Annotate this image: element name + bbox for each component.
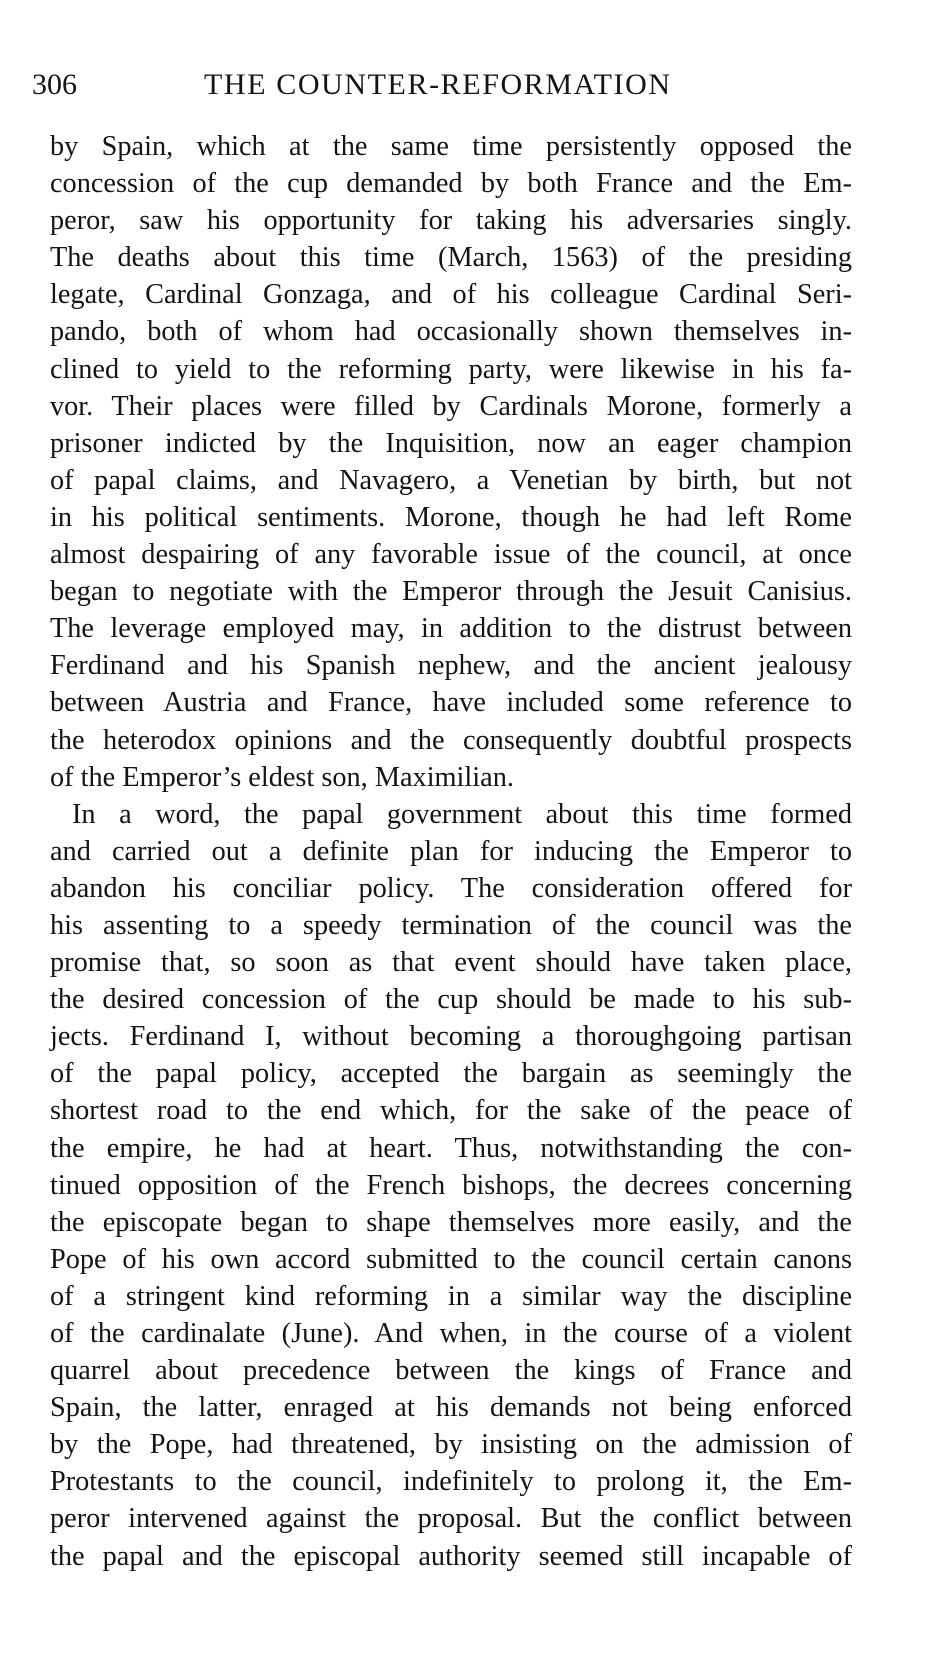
text-line: tinued opposition of the French bishops, the decrees concerning bbox=[50, 1169, 852, 1201]
text-line: the papal and the episcopal authority seemed still incapable of bbox=[50, 1540, 852, 1572]
text-line: Pope of his own accord submitted to the council certain canons bbox=[50, 1243, 852, 1275]
text-line: In a word, the papal government about this time formed bbox=[72, 798, 852, 830]
text-line: concession of the cup demanded by both France and the Em- bbox=[50, 168, 852, 200]
text-line: the empire, he had at heart. Thus, notwithstanding the con- bbox=[50, 1132, 852, 1164]
text-line: jects. Ferdinand I, without becoming a thoroughgoing partisan bbox=[50, 1021, 852, 1053]
text-line: The leverage employed may, in addition to the distrust between bbox=[50, 613, 852, 645]
text-line: shortest road to the end which, for the sake of the peace of bbox=[50, 1095, 852, 1127]
paragraph-2 bbox=[50, 796, 852, 1575]
text-line: of the papal policy, accepted the bargain as seemingly the bbox=[50, 1058, 852, 1090]
text-line: almost despairing of any favorable issue of the council, at once bbox=[50, 539, 852, 571]
body-text bbox=[50, 128, 852, 1575]
text-line: legate, Cardinal Gonzaga, and of his colleague Cardinal Seri- bbox=[50, 279, 852, 311]
paragraph-1 bbox=[50, 128, 852, 796]
text-line: Protestants to the council, indefinitely to prolong it, the Em- bbox=[50, 1466, 852, 1498]
text-line: prisoner indicted by the Inquisition, now an eager champion bbox=[50, 427, 852, 459]
text-line: Ferdinand and his Spanish nephew, and the ancient jealousy bbox=[50, 650, 852, 682]
text-line: peror intervened against the proposal. But the conflict between bbox=[50, 1503, 852, 1535]
text-line: by the Pope, had threatened, by insisting on the admission of bbox=[50, 1429, 852, 1461]
text-line: began to negotiate with the Emperor through the Jesuit Canisius. bbox=[50, 576, 852, 608]
text-line: between Austria and France, have included some reference to bbox=[50, 687, 852, 719]
text-line: vor. Their places were filled by Cardinals Morone, formerly a bbox=[50, 390, 852, 422]
text-line: and carried out a definite plan for inducing the Emperor to bbox=[50, 835, 852, 867]
text-line: of a stringent kind reforming in a similar way the discipline bbox=[50, 1280, 852, 1312]
text-line: of the Emperor’s eldest son, Maximilian. bbox=[50, 761, 514, 793]
text-line: The deaths about this time (March, 1563) of the presiding bbox=[50, 242, 852, 274]
page-header bbox=[32, 68, 732, 108]
text-line: quarrel about precedence between the kings of France and bbox=[50, 1355, 852, 1387]
text-line: in his political sentiments. Morone, though he had left Rome bbox=[50, 501, 852, 533]
text-line: the desired concession of the cup should be made to his sub- bbox=[50, 984, 852, 1016]
text-line: his assenting to a speedy termination of the council was the bbox=[50, 909, 852, 941]
text-line: peror, saw his opportunity for taking his adversaries singly. bbox=[50, 205, 852, 237]
text-line: pando, both of whom had occasionally shown themselves in- bbox=[50, 316, 852, 348]
text-line: of the cardinalate (June). And when, in the course of a violent bbox=[50, 1318, 852, 1349]
text-line: clined to yield to the reforming party, were likewise in his fa- bbox=[50, 353, 852, 385]
text-line: of papal claims, and Navagero, a Venetian by birth, but not bbox=[50, 464, 852, 496]
text-line: the episcopate began to shape themselves more easily, and the bbox=[50, 1206, 852, 1238]
text-line: the heterodox opinions and the consequently doubtful prospects bbox=[50, 724, 852, 756]
text-line: promise that, so soon as that event should have taken place, bbox=[50, 947, 852, 979]
text-line: by Spain, which at the same time persistently opposed the bbox=[50, 131, 852, 162]
text-line: abandon his conciliar policy. The consideration offered for bbox=[50, 872, 852, 904]
text-line: Spain, the latter, enraged at his demands not being enforced bbox=[50, 1392, 852, 1424]
running-title: THE COUNTER-REFORMATION bbox=[204, 68, 672, 101]
page-number: 306 bbox=[32, 68, 77, 101]
